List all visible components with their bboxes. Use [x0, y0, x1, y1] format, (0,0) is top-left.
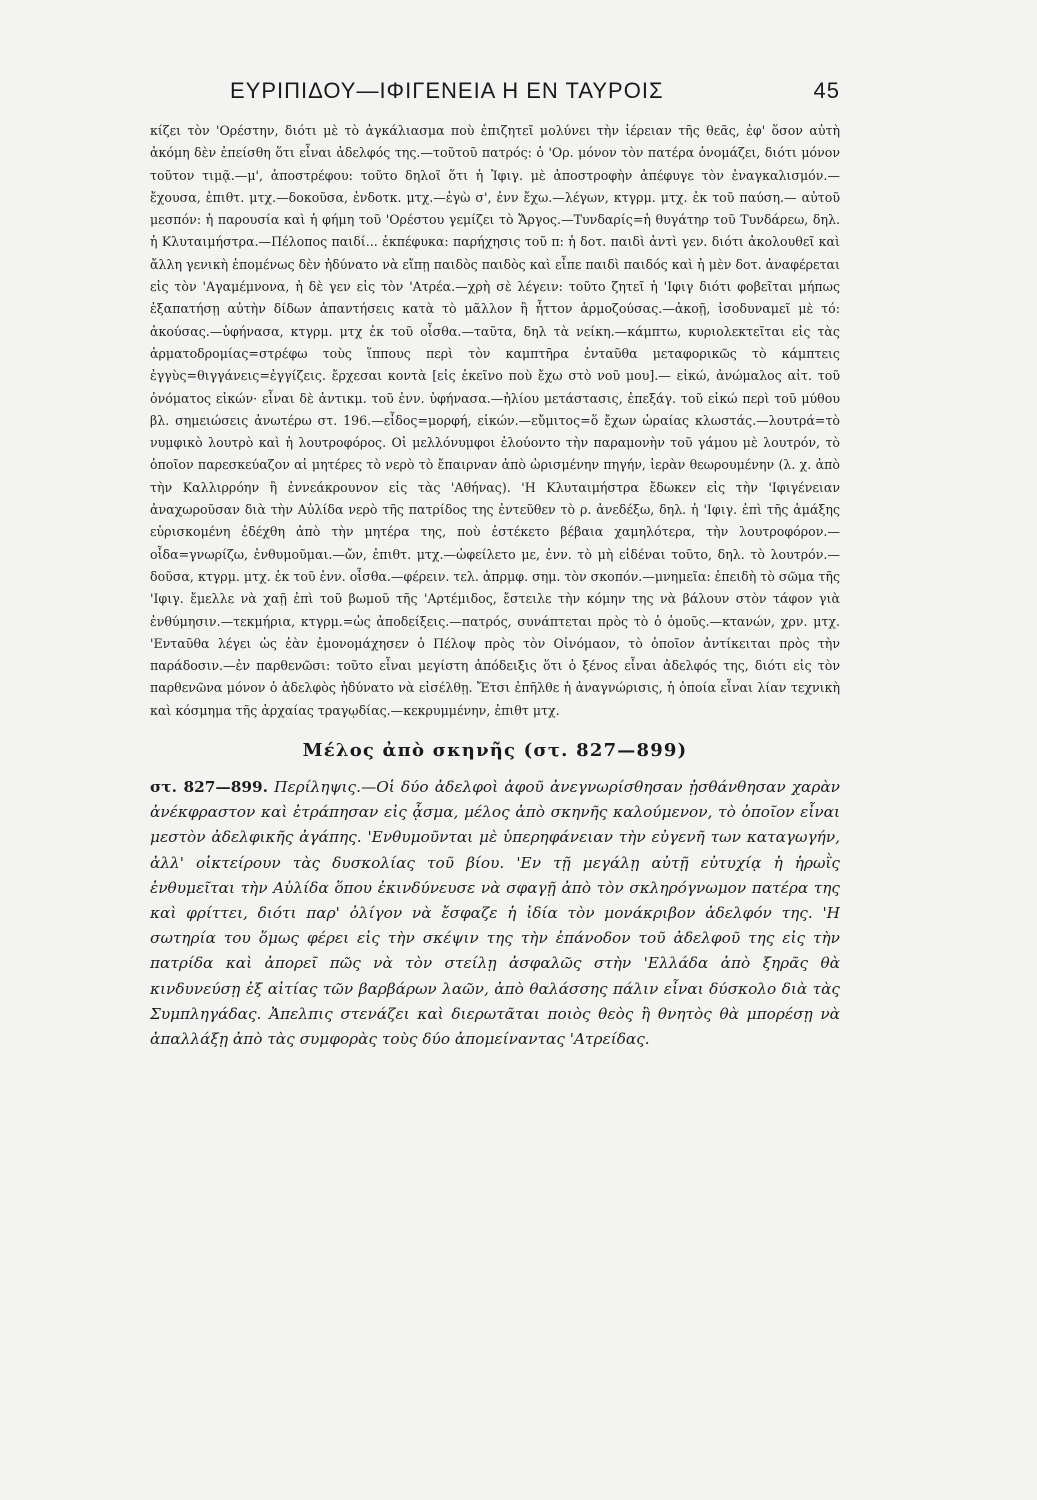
commentary-notes: κίζει τὸν 'Ορέστην, διότι μὲ τὸ ἀγκάλιασμα ποὺ ἐπιζητεῖ μολύνει τὴν ἱέρειαν τῆς θεᾶς, ἐφ' ὅσον αὐτὴ ἀκόμη δὲν ἐπείσθη ὅτι εἶναι ἀδελφός της.—τοῦτοῦ πατρός: ὁ 'Ορ. μόνον τὸν πατέρα ὀνομάζει, διότι μόνον τοῦτον τιμᾷ.—μ', ἀποστρέφου: τοῦτο δηλοῖ ὅτι ἡ Ἰφιγ. μὲ ἀποστροφὴν ἀπέφυγε τὸν ἐναγκαλισμόν.—ἔχουσα, ἐπιθτ. μτχ.—δοκοῦσα, ἐνδοτκ. μτχ.—ἐγὼ σ', ἐνν ἔχω.—λέγων, κτγρμ. μτχ. ἐκ τοῦ παύση.— αὐτοῦ μεσπόν: ἡ παρουσία καὶ ἡ φήμη τοῦ 'Ορέστου γεμίζει τὸ Ἄργος.—Τυνδαρίς=ἡ θυγάτηρ τοῦ Τυνδάρεω, δηλ. ἡ Κλυταιμήστρα.—Πέλοπος παιδί... ἐκπέφυκα: παρήχησις τοῦ π: ἡ δοτ. παιδὶ ἀντὶ γεν. διότι ἀκολουθεῖ καὶ ἄλλη γενικὴ ἑπομένως δὲν ἠδύνατο νὰ εἴπῃ παιδὸς παιδὸς καὶ εἶπε παιδὶ παιδός καὶ ἡ μὲν δοτ. ἀναφέρεται εἰς τὸν 'Αγαμέμνονα, ἡ δὲ γεν εἰς τὸν 'Ατρέα.—χρὴ σὲ λέγειν: τοῦτο ζητεῖ ἡ 'Ιφιγ διότι φοβεῖται μήπως ἐξαπατήσῃ αὐτὴν δίδων ἀπαντήσεις κατὰ τὸ μᾶλλον ἢ ἧττον ἁρμοζούσας.—ἀκοῇ, ἰσοδυναμεῖ μὲ τό: ἀκούσας.—ὑφήνασα, κτγρμ. μτχ ἐκ τοῦ οἶσθα.—ταῦτα, δηλ τὰ νείκη.—κάμπτω, κυριολεκτεῖται εἰς τὰς ἁρματοδρομίας=στρέφω τοὺς ἵππους περὶ τὸν καμπτῆρα ἐνταῦθα μεταφορικῶς τὸ κάμπτεις ἐγγὺς=θιγγάνεις=ἐγγίζεις. ἔρχεσαι κοντὰ [εἰς ἐκεῖνο ποὺ ἔχω στὸ νοῦ μου].— εἰκώ, ἀνώμαλος αἰτ. τοῦ ὀνόματος εἰκών· εἶναι δὲ ἀντικμ. τοῦ ἐνν. ὑφήνασα.—ἡλίου μετάστασις, ἐπεξάγ. τοῦ εἰκώ περὶ τοῦ μύθου βλ. σημειώσεις ἀνωτέρω στ. 196.—εἶδος=μορφή, εἰκών.—εὔμιτος=ὅ ἔχων ὡραίας κλωστάς.—λουτρά=τὸ νυμφικὸ λουτρὸ καὶ ἡ λουτροφόρος. Οἱ μελλόνυμφοι ἐλούοντο τὴν παραμονὴν τοῦ γάμου μὲ λουτρόν, τὸ ὁποῖον παρεσκεύαζον αἱ μητέρες τὸ νερὸ τὸ ἔπαιρναν ἀπὸ ὡρισμένην πηγήν, ἱερὰν θεωρουμένην (λ. χ. ἀπὸ τὴν Καλλιρρόην ἢ ἐννεάκρουνον εἰς τὰς 'Αθήνας). 'Η Κλυταιμήστρα ἔδωκεν εἰς τὴν 'Ιφιγένειαν ἀναχωροῦσαν διὰ τὴν Αὐλίδα νερὸ τῆς πατρίδος της ἐντεῦθεν τὸ ρ. ἀνεδέξω, δηλ. ἡ 'Ιφιγ. ἐπὶ τῆς ἁμάξης εὑρισκομένη ἐδέχθη ἀπὸ τὴν μητέρα της, ποὺ ἐστέκετο βέβαια χαμηλότερα, τὴν λουτροφόρον.—οἶδα=γνωρίζω, ἐνθυμοῦμαι.—ὤν, ἐπιθτ. μτχ.—ὠφείλετο με, ἐνν. τὸ μὴ εἰδέναι τοῦτο, δηλ. τὸ λουτρόν.—δοῦσα, κτγρμ. μτχ. ἐκ τοῦ ἐνν. οἶσθα.—φέρειν. τελ. ἀπρμφ. σημ. τὸν σκοπόν.—μνημεῖα: ἐπειδὴ τὸ σῶμα τῆς 'Ιφιγ. ἔμελλε νὰ χαῇ ἐπὶ τοῦ βωμοῦ τῆς 'Αρτέμιδος, ἔστειλε τὴν κόμην της νὰ βάλουν στὸν τάφον γιὰ ἐνθύμησιν.—τεκμήρια, κτγρμ.=ὡς ἀποδείξεις.—πατρός, συνάπτεται πρὸς τὸ ὁ ὁμοῦς.—κτανών, χρν. μτχ. 'Ενταῦθα λέγει ὡς ἐὰν ἐμονομάχησεν ὁ Πέλοψ πρὸς τὸν Οἰνόμαον, τὸ ὁποῖον ἀντίκειται πρὸς τὴν παράδοσιν.—ἐν παρθενῶσι: τοῦτο εἶναι μεγίστη ἀπόδειξις ὅτι ὁ ξένος εἶναι ἀδελφός της, διότι εἰς τὸν παρθενῶνα μόνον ὁ ἀδελφὸς ἠδύνατο νὰ εἰσέλθῃ. Ἔτσι ἐπῆλθε ἡ ἀναγνώρισις, ἡ ὁποία εἶναι λίαν τεχνικὴ καὶ κόσμημα τῆς ἀρχαίας τραγῳδίας.—κεκρυμμένην, ἐπιθτ μτχ. — [150, 123, 840, 718]
summary-paragraph — [150, 775, 840, 1052]
summary-lead: Περίληψις. — [274, 778, 361, 797]
running-header — [150, 70, 840, 114]
page-number: 45 — [813, 78, 840, 103]
book-page — [150, 70, 840, 1330]
section-heading: Μέλος ἀπὸ σκηνῆς (στ. 827—899) — [302, 740, 688, 762]
summary-text: —Οἱ δύο ἀδελφοὶ ἀφοῦ ἀνεγνωρίσθησαν ᾐσθάνθησαν χαρὰν ἀνέκφραστον καὶ ἐτράπησαν εἰς ᾆσμα, μέλος ἀπὸ σκηνῆς καλούμενον, τὸ ὁποῖον εἶναι μεστὸν ἀδελφικῆς ἀγάπης. 'Ενθυμοῦνται μὲ ὑπερηφάνειαν τὴν εὐγενῆ των καταγωγήν, ἀλλ' οἰκτείρουν τὰς δυσκολίας τοῦ βίου. 'Εν τῇ μεγάλῃ αὐτῇ εὐτυχίᾳ ἡ ἡρωῒς ἐνθυμεῖται τὴν Αὐλίδα ὅπου ἐκινδύνευσε νὰ σφαγῇ ἀπὸ τὸν σκληρόγνωμον πατέρα της καὶ φρίττει, διότι παρ' ὀλίγον νὰ ἔσφαζε ἡ ἰδία τὸν μονάκριβον ἀδελφόν της. 'Η σωτηρία του ὅμως φέρει εἰς τὴν σκέψιν της τὴν ἐπάνοδον τοῦ ἀδελφοῦ της εἰς τὴν πατρίδα καὶ ἀπορεῖ πῶς νὰ τὸν στείλῃ ἀσφαλῶς στὴν 'Ελλάδα ἀπὸ ξηρᾶς θὰ κινδυνεύσῃ ἐξ αἰτίας τῶν βαρβάρων λαῶν, ἀπὸ θαλάσσης πάλιν εἶναι δύσκολο διὰ τὰς Συμπληγάδας. Ἀπελπις στενάζει καὶ διερωτᾶται ποιὸς θεὸς ἢ θνητὸς θὰ μπορέσῃ νὰ ἀπαλλάξῃ ἀπὸ τὰς συμφορὰς τοὺς δύο ἀπομείναντας 'Ατρείδας. — [150, 778, 840, 1049]
running-title: ΕΥΡΙΠΙΔΟΥ—ΙΦΙΓΕΝΕΙΑ Η ΕΝ ΤΑΥΡΟΙΣ — [230, 78, 664, 103]
verse-reference: στ. 827—899. — [150, 778, 268, 797]
